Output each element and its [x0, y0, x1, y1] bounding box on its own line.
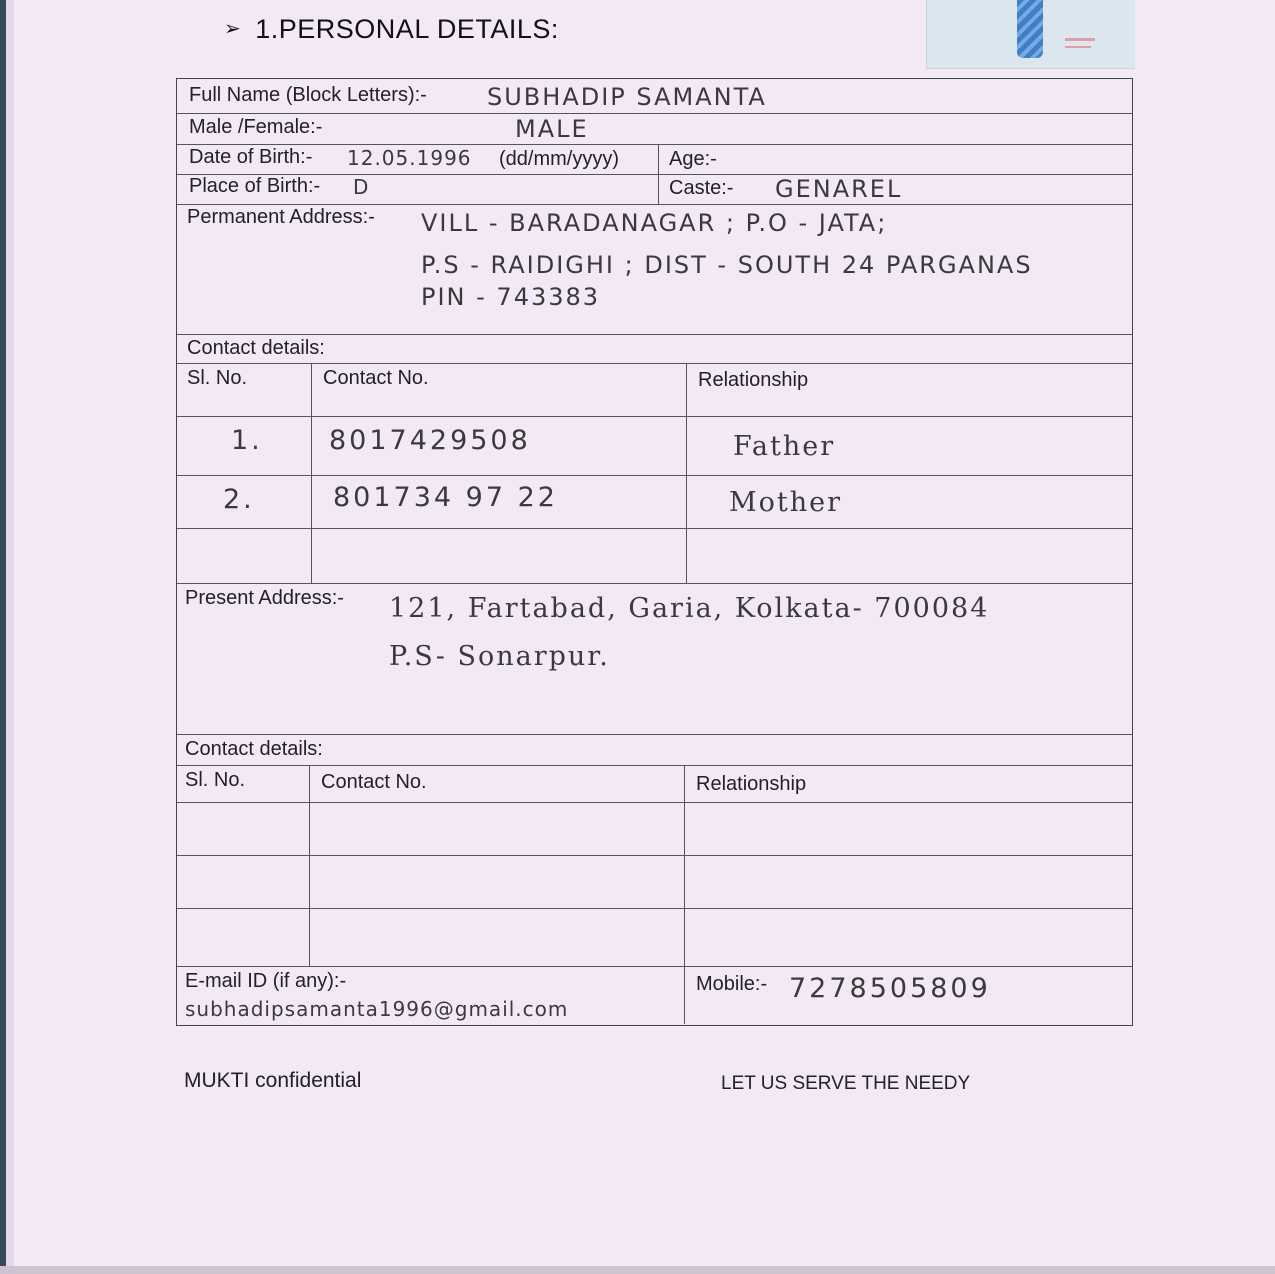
caste-label: Caste:- — [669, 177, 734, 199]
row-divider — [177, 966, 1132, 967]
table-cell-sl-no: 2. — [223, 484, 255, 515]
row-divider — [177, 908, 1132, 909]
contact-details-title: Contact details: — [187, 337, 325, 359]
page-shadow — [6, 0, 14, 1274]
column-divider — [684, 765, 685, 1024]
footer-confidential: MUKTI confidential — [184, 1069, 362, 1092]
row-divider — [177, 583, 1132, 584]
row-divider — [177, 765, 1132, 766]
section-title: 1.PERSONAL DETAILS: — [255, 14, 559, 44]
column-header-relationship: Relationship — [698, 369, 809, 391]
full-name-value: SUBHADIP SAMANTA — [487, 83, 767, 111]
permanent-address-line: P.S - RAIDIGHI ; DIST - SOUTH 24 PARGANAS — [421, 251, 1033, 279]
permanent-address-line: PIN - 743383 — [421, 283, 601, 311]
mobile-value: 7278505809 — [789, 973, 991, 1004]
row-divider — [177, 475, 1132, 476]
dob-label: Date of Birth:- — [189, 146, 313, 168]
row-divider — [177, 204, 1132, 205]
present-address-line: P.S- Sonarpur. — [389, 641, 610, 672]
column-header-contact-no: Contact No. — [323, 367, 429, 389]
email-value: subhadipsamanta1996@gmail.com — [185, 997, 569, 1021]
permanent-address-line: VILL - BARADANAGAR ; P.O - JATA; — [421, 209, 888, 237]
column-header-sl-no: Sl. No. — [185, 769, 246, 791]
caste-value: GENAREL — [775, 175, 903, 203]
place-of-birth-value: D — [353, 175, 370, 199]
table-cell-contact-no: 801734 97 22 — [333, 482, 558, 513]
passport-photo — [926, 0, 1135, 69]
table-cell-relationship: Mother — [729, 487, 843, 518]
column-divider — [311, 363, 312, 583]
section-heading — [224, 14, 559, 45]
personal-details-form — [176, 78, 1133, 1026]
age-label: Age:- — [669, 148, 717, 170]
arrow-bullet-icon: ➢ — [224, 18, 242, 40]
column-divider — [309, 765, 310, 966]
pocket-mark — [1065, 38, 1095, 41]
contact-details-title: Contact details: — [185, 738, 323, 760]
email-label: E-mail ID (if any):- — [185, 970, 347, 992]
row-divider — [177, 416, 1132, 417]
row-divider — [177, 113, 1132, 114]
row-divider — [177, 528, 1132, 529]
scan-bottom-edge — [0, 1266, 1275, 1274]
permanent-address-label: Permanent Address:- — [187, 206, 375, 228]
row-divider — [177, 802, 1132, 803]
row-divider — [177, 334, 1132, 335]
gender-label: Male /Female:- — [189, 116, 323, 138]
column-header-sl-no: Sl. No. — [187, 367, 248, 389]
tie-icon — [1017, 0, 1043, 58]
table-cell-contact-no: 8017429508 — [329, 425, 531, 456]
full-name-label: Full Name (Block Letters):- — [189, 84, 427, 106]
row-divider — [177, 144, 1132, 145]
table-cell-sl-no: 1. — [231, 425, 263, 456]
present-address-line: 121, Fartabad, Garia, Kolkata- 700084 — [389, 593, 990, 624]
row-divider — [177, 855, 1132, 856]
pocket-mark — [1065, 46, 1091, 48]
dob-format: (dd/mm/yyyy) — [499, 148, 619, 170]
mobile-label: Mobile:- — [696, 973, 768, 995]
column-header-relationship: Relationship — [696, 773, 807, 795]
column-divider — [686, 363, 687, 583]
place-of-birth-label: Place of Birth:- — [189, 175, 321, 197]
gender-value: MALE — [515, 115, 589, 143]
dob-value: 12.05.1996 — [347, 146, 472, 170]
row-divider — [177, 363, 1132, 364]
column-header-contact-no: Contact No. — [321, 771, 427, 793]
present-address-label: Present Address:- — [185, 587, 344, 609]
column-divider — [658, 144, 659, 204]
row-divider — [177, 734, 1132, 735]
row-divider — [177, 174, 1132, 175]
table-cell-relationship: Father — [733, 431, 836, 462]
footer-tagline: LET US SERVE THE NEEDY — [721, 1073, 971, 1094]
